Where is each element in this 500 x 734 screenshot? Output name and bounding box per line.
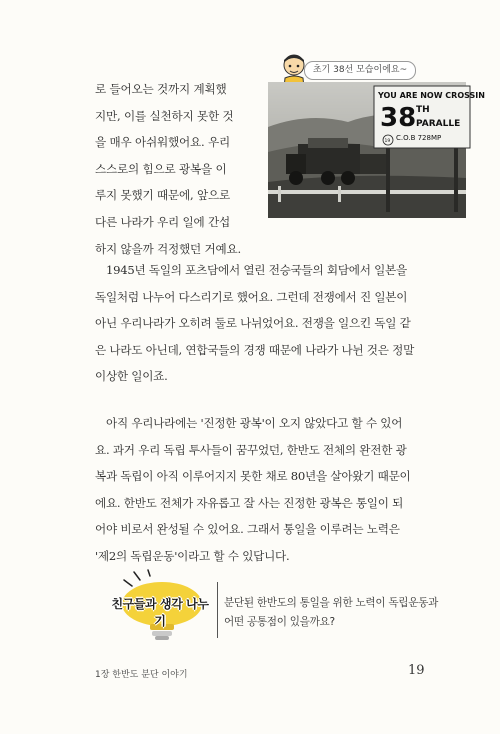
text-line: 요. 과거 우리 독립 투사들이 꿈꾸었던, 한반도 전체의 완전한 광	[95, 442, 407, 457]
speech-bubble: 초기 38선 모습이에요~	[304, 61, 416, 80]
text-line: 은 나라도 아닌데, 연합국들의 경쟁 때문에 나라가 나뉜 것은 정말	[95, 342, 415, 357]
text-line: 어떤 공통점이 있을까요?	[224, 616, 335, 628]
text-line: 아직 우리나라에는 '진정한 광복'이 오지 않았다고 할 수 있어	[106, 416, 403, 430]
text-line: 어야 비로서 완성될 수 있어요. 그래서 통일을 이루려는 노력은	[95, 522, 400, 537]
historical-photo	[268, 82, 485, 218]
text-line: 지만, 이를 실천하지 못한 것	[95, 108, 234, 123]
post-plate-label: 19	[384, 139, 391, 144]
discussion-title: 친구들과 생각 나누기	[111, 597, 209, 628]
text-line: 독일처럼 나누어 다스리기로 했어요. 그런데 전쟁에서 진 일본이	[95, 289, 408, 304]
sign-bottom-text: C.O.B 728MP	[396, 134, 442, 142]
sign-th: TH	[416, 105, 430, 115]
text-line: 로 들어오는 것까지 계획했	[95, 82, 227, 96]
text-line: 스스로의 힘으로 광복을 이	[95, 161, 227, 176]
text-line: 하지 않을까 걱정했던 거예요.	[95, 241, 241, 256]
text-line: 을 매우 아쉬워했어요. 우리	[95, 135, 230, 150]
text-line: 에요. 한반도 전체가 자유롭고 잘 사는 진정한 광복은 통일이 되	[95, 495, 404, 510]
text-line: 아닌 우리나라가 오히려 둘로 나뉘었어요. 전쟁을 일으킨 독일 같	[95, 316, 411, 331]
photo-38th-parallel	[268, 82, 485, 218]
text-line: 분단된 한반도의 통일을 위한 노력이 독립운동과	[224, 597, 439, 609]
paragraph-2	[95, 257, 427, 390]
sign-number: 38	[380, 103, 417, 133]
discussion-question	[224, 594, 444, 632]
sign-parallel: PARALLE	[416, 119, 461, 129]
text-line: 이상한 일이죠.	[95, 369, 168, 384]
text-line: 다른 나라가 우리 일에 간섭	[95, 214, 230, 229]
text-line: '제2의 독립운동'이라고 할 수 있답니다.	[95, 548, 290, 563]
chapter-footer: 1장 한반도 분단 이야기	[95, 670, 188, 680]
sign-top-text: YOU ARE NOW CROSSIN	[378, 91, 485, 100]
text-line: 복과 독립이 아직 이루어지지 못한 채로 80년을 살아왔기 때문이	[95, 469, 411, 484]
intro-paragraph	[95, 76, 260, 262]
page-number: 19	[408, 663, 425, 678]
text-line: 루지 못했기 때문에, 앞으로	[95, 188, 230, 203]
text-line: 1945년 독일의 포츠담에서 열린 전승국들의 회담에서 일본을	[106, 263, 407, 277]
paragraph-3	[95, 410, 427, 570]
divider-line	[217, 582, 218, 638]
